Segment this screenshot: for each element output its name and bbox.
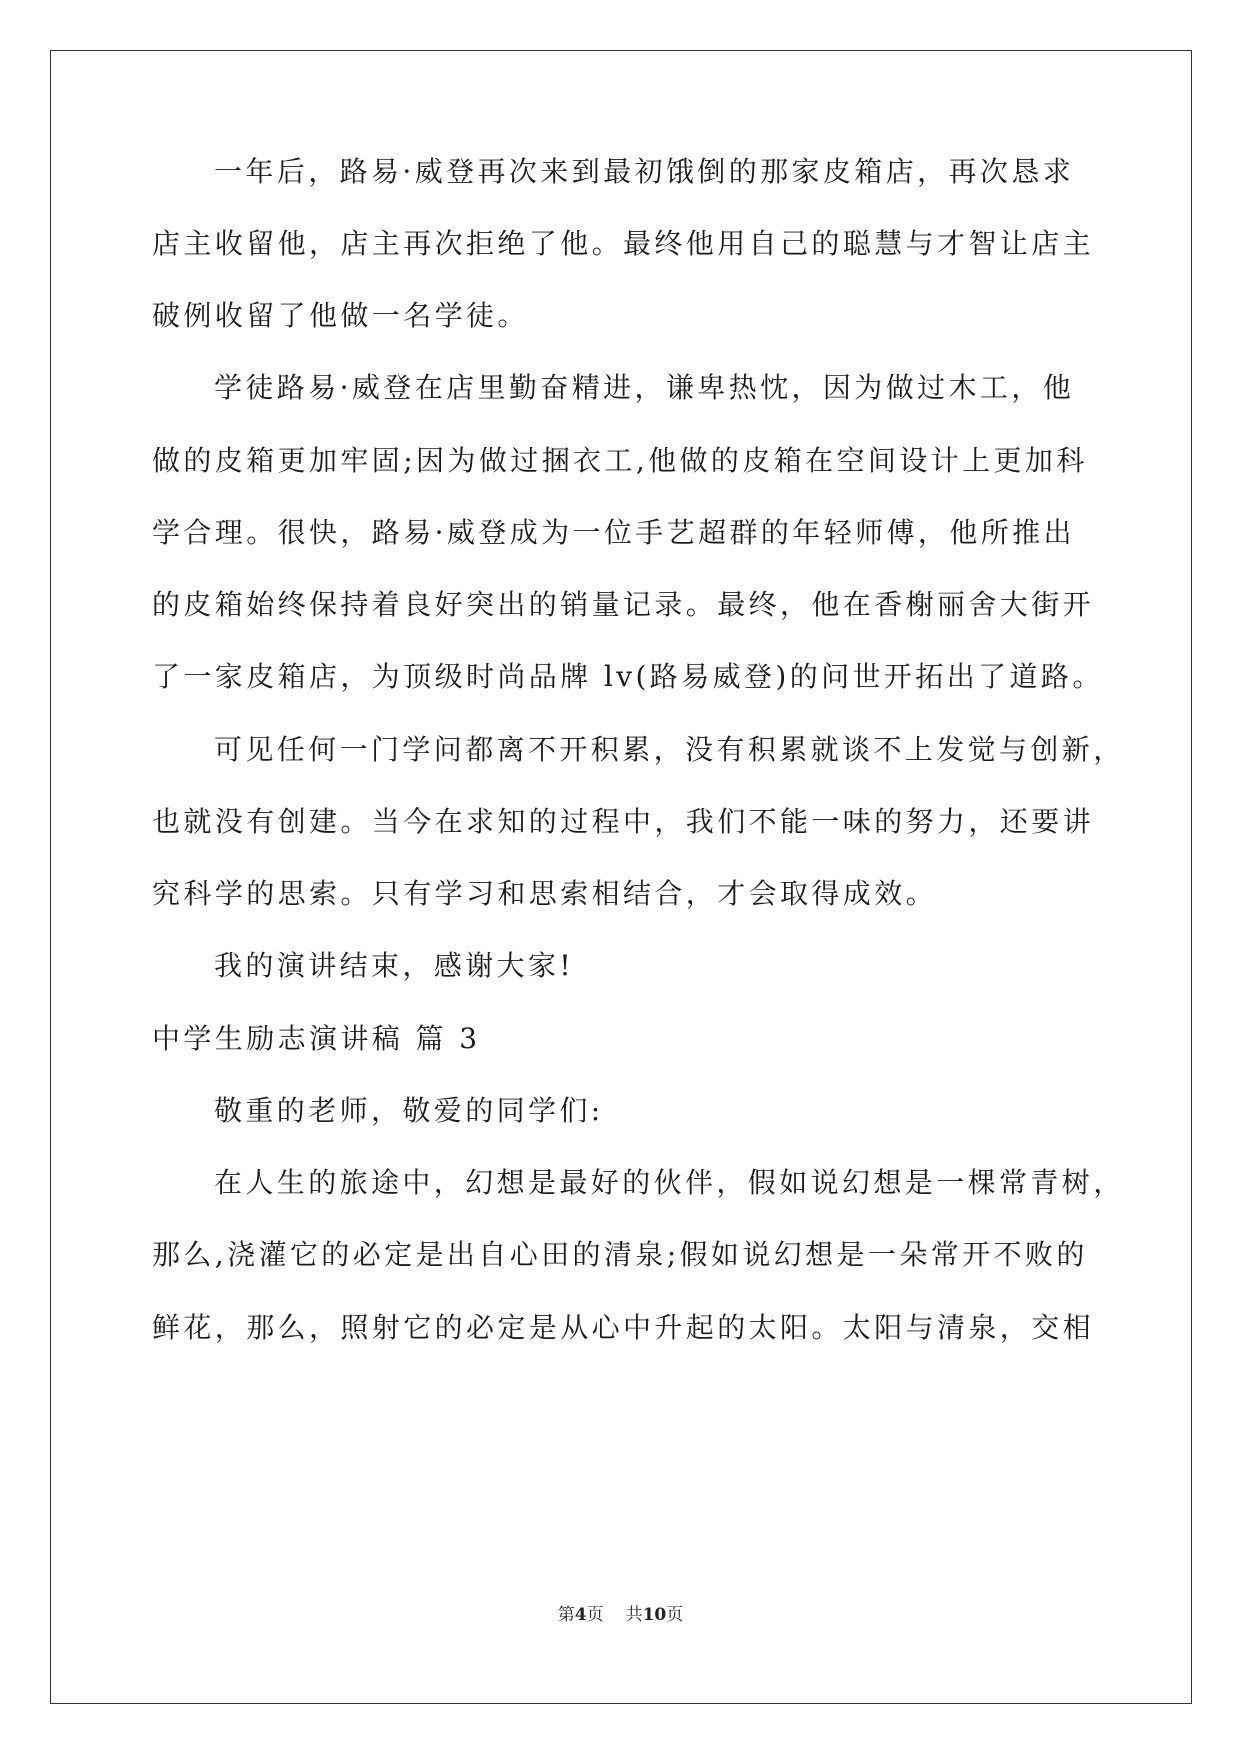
page-total: 10	[642, 1605, 667, 1625]
section-heading: 中学生励志演讲稿 篇 3	[152, 1022, 481, 1055]
paragraph-line: 破例收留了他做一名学徒。	[152, 299, 529, 332]
paragraph-line: 店主收留他，店主再次拒绝了他。最终他用自己的聪慧与才智让店主	[152, 227, 1095, 260]
paragraph-line: 的皮箱始终保持着良好突出的销量记录。最终，他在香榭丽舍大街开	[152, 588, 1095, 621]
paragraph-line: 学徒路易·威登在店里勤奋精进，谦卑热忱，因为做过木工，他	[214, 371, 1075, 404]
paragraph-line: 可见任何一门学问都离不开积累，没有积累就谈不上发觉与创新，	[214, 733, 1125, 766]
paragraph-line: 做的皮箱更加牢固;因为做过捆衣工,他做的皮箱在空间设计上更加科	[152, 444, 1088, 477]
total-prefix: 共	[625, 1605, 643, 1625]
paragraph-line: 鲜花，那么，照射它的必定是从心中升起的太阳。太阳与清泉，交相	[152, 1311, 1095, 1344]
page-footer	[0, 1603, 1241, 1627]
paragraph-line: 学合理。很快，路易·威登成为一位手艺超群的年轻师傅，他所推出	[152, 516, 1075, 549]
paragraph-line: 也就没有创建。当今在求知的过程中，我们不能一味的努力，还要讲	[152, 805, 1095, 838]
paragraph-line: 我的演讲结束，感谢大家!	[214, 949, 575, 982]
paragraph-line: 在人生的旅途中，幻想是最好的伙伴，假如说幻想是一棵常青树，	[214, 1166, 1125, 1199]
salutation: 敬重的老师，敬爱的同学们:	[214, 1094, 604, 1127]
paragraph-line: 那么,浇灌它的必定是出自心田的清泉;假如说幻想是一朵常开不败的	[152, 1238, 1088, 1271]
total-unit: 页	[666, 1605, 684, 1625]
paragraph-line: 一年后，路易·威登再次来到最初饿倒的那家皮箱店，再次恳求	[214, 155, 1075, 188]
paragraph-line: 究科学的思索。只有学习和思索相结合，才会取得成效。	[152, 877, 938, 910]
paragraph-line: 了一家皮箱店，为顶级时尚品牌 lv(路易威登)的问世开拓出了道路。	[152, 660, 1104, 693]
page-unit: 页	[586, 1605, 604, 1625]
page-current: 4	[574, 1605, 587, 1625]
page-prefix: 第	[557, 1605, 575, 1625]
